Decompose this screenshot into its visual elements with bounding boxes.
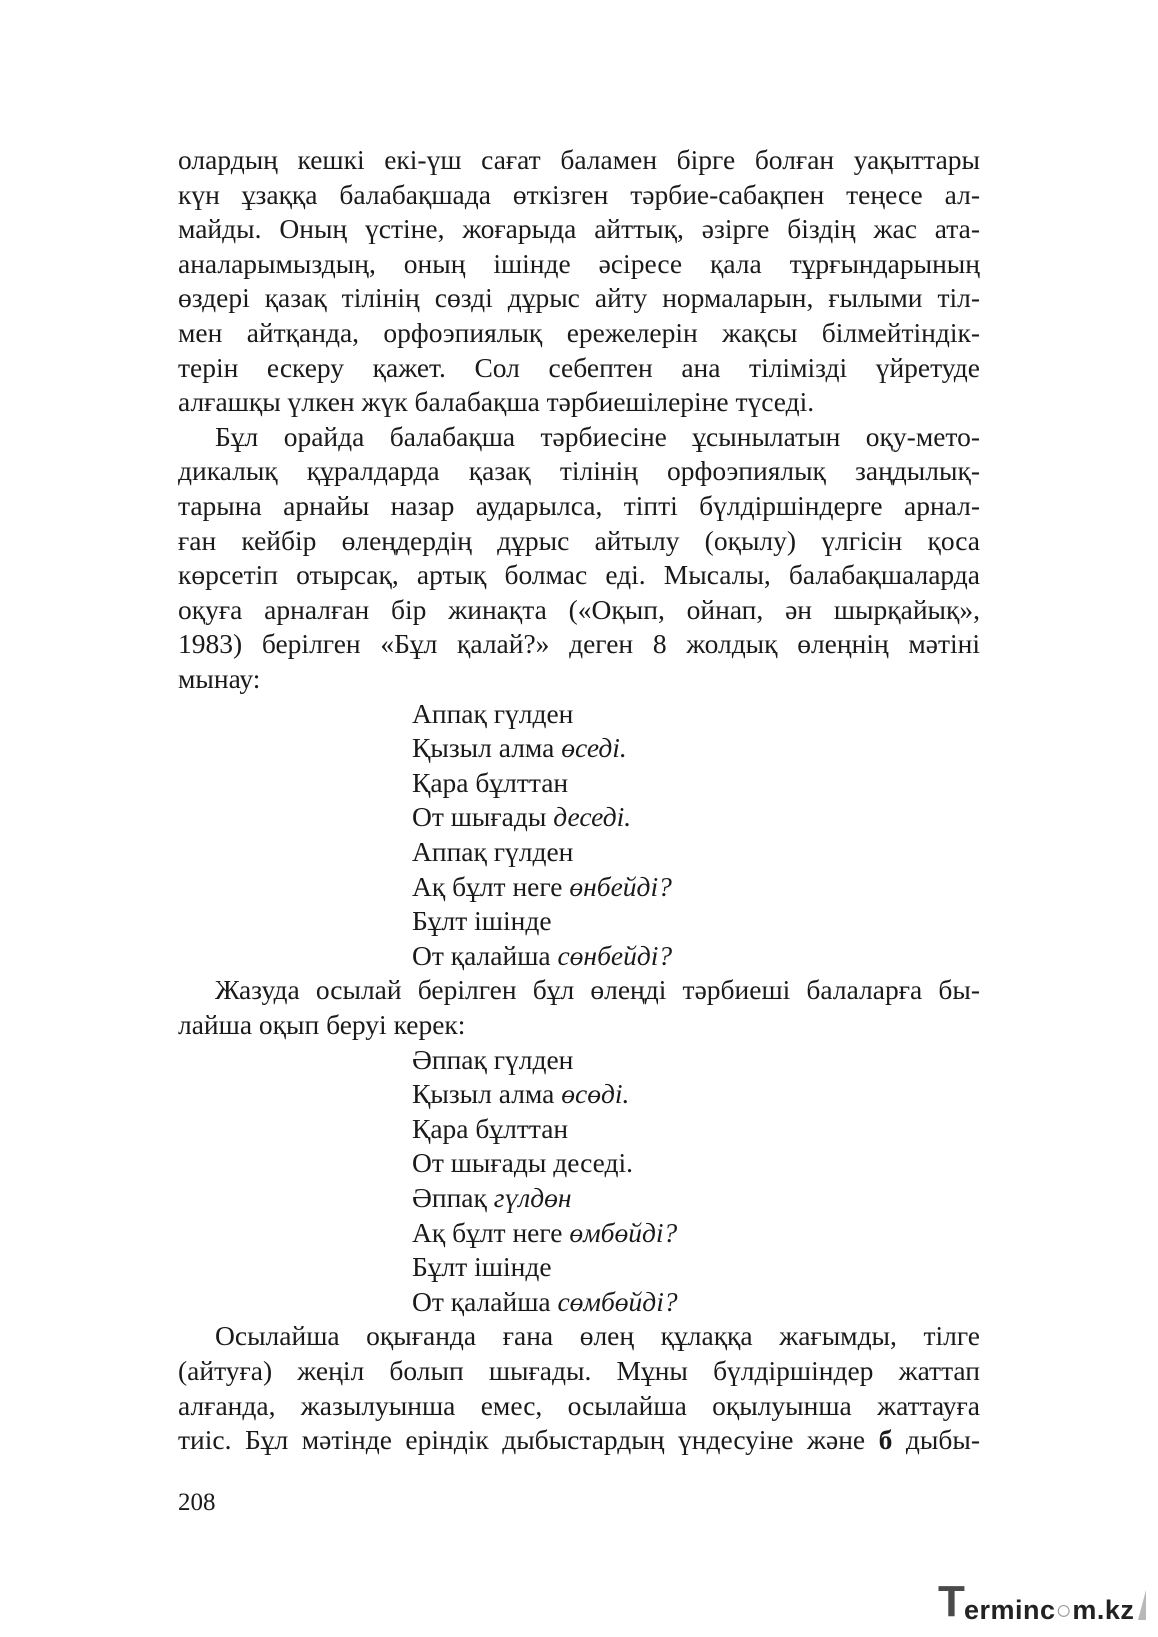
poem-line: Әппақ гүлдөн xyxy=(412,1182,572,1213)
text-line: 1983) берілген «Бұл қалай?» деген 8 жолдық өлеңнің мәтіні xyxy=(178,628,980,660)
text-line: мен айтқанда, орфоэпиялық ережелерін жақсы білмейтіндік- xyxy=(178,317,980,348)
poem-line: От қалайша сөмбөйді? xyxy=(412,1285,678,1317)
text-line: алғашқы үлкен жүк балабақша тәрбиешілеріне түседі. xyxy=(178,386,815,418)
poem-line: От шығады деседі. xyxy=(412,1147,634,1179)
poem-line: Бұлт ішінде xyxy=(412,905,552,937)
poem-line: От шығады деседі. xyxy=(412,801,632,833)
text-line: Осылайша оқығанда ғана өлең құлаққа жағымды, тілге xyxy=(215,1320,980,1352)
text-line: мынау: xyxy=(178,663,261,694)
poem-line: Қара бұлттан xyxy=(412,1112,569,1144)
poem-line: Ақ бұлт неге өмбөйді? xyxy=(412,1216,678,1248)
text-line: тиіс. Бұл мәтінде еріндік дыбыстардың үндесуіне және б дыбы- xyxy=(178,1424,980,1456)
text-line: ған кейбір өлеңдердің дұрыс айтылу (оқылу) үлгісін қоса xyxy=(178,524,980,556)
poem-line: Бұлт ішінде xyxy=(412,1251,552,1283)
poem-line: Әппақ гүлден xyxy=(412,1043,574,1075)
text-line: күн ұзаққа балабақшада өткізген тәрбие-сабақпен теңесе ал- xyxy=(178,178,980,210)
text-line: көрсетіп отырсақ, артық болмас еді. Мысалы, балабақшаларда xyxy=(178,559,980,591)
text-line: оқуға арналған бір жинақта («Оқып, ойнап, ән шырқайық», xyxy=(178,593,980,625)
text-line: дикалық құралдарда қазақ тілінің орфоэпиялық заңдылық- xyxy=(178,455,980,487)
poem-line: Аппақ гүлден xyxy=(412,697,574,729)
text-line: терін ескеру қажет. Сол себептен ана тілімізді үйретуде xyxy=(178,351,980,383)
text-line: Бұл орайда балабақша тәрбиесіне ұсынылатын оқу-мето- xyxy=(215,420,980,452)
text-line: олардың кешкі екі-үш сағат баламен бірге болған уақыттары xyxy=(178,144,980,175)
page-number: 208 xyxy=(178,1489,216,1516)
text-line: өздері қазақ тілінің сөзді дұрыс айту нормаларын, ғылыми тіл- xyxy=(178,282,980,314)
text-line: майды. Оның үстіне, жоғарыда айттық, әзірге біздің жас ата- xyxy=(178,213,980,245)
text-line: алғанда, жазылуынша емес, осылайша оқылуынша жаттауға xyxy=(178,1389,980,1421)
poem-line: Ақ бұлт неге өнбейді? xyxy=(412,870,672,902)
text-line: аналарымыздың, оның ішінде әсіресе қала тұрғындарының xyxy=(178,247,980,279)
poem-line: Аппақ гүлден xyxy=(412,836,574,867)
text-line: (айтуға) жеңіл болып шығады. Мұны бүлдіршіндер жаттап xyxy=(178,1355,980,1386)
watermark-t: T xyxy=(938,1577,965,1626)
poem-line: Қара бұлттан xyxy=(412,766,569,798)
text-line: Жазуда осылай берілген бұл өлеңді тәрбиеші балаларға бы- xyxy=(215,974,980,1006)
watermark-logo xyxy=(938,1577,1148,1628)
poem-line: Қызыл алма өсөді. xyxy=(412,1078,630,1110)
text-line: тарына арнайы назар аударылса, тіпті бүлдіршіндерге арнал- xyxy=(178,490,980,521)
poem-line: Қызыл алма өседі. xyxy=(412,732,627,764)
poem-line: От қалайша сөнбейді? xyxy=(412,939,673,971)
text-line: лайша оқып беруі керек: xyxy=(178,1009,466,1040)
magnifier-icon: ○ xyxy=(1055,1595,1073,1625)
watermark-text: erminc○m.kz xyxy=(964,1595,1135,1625)
sail-icon xyxy=(1138,1590,1146,1620)
